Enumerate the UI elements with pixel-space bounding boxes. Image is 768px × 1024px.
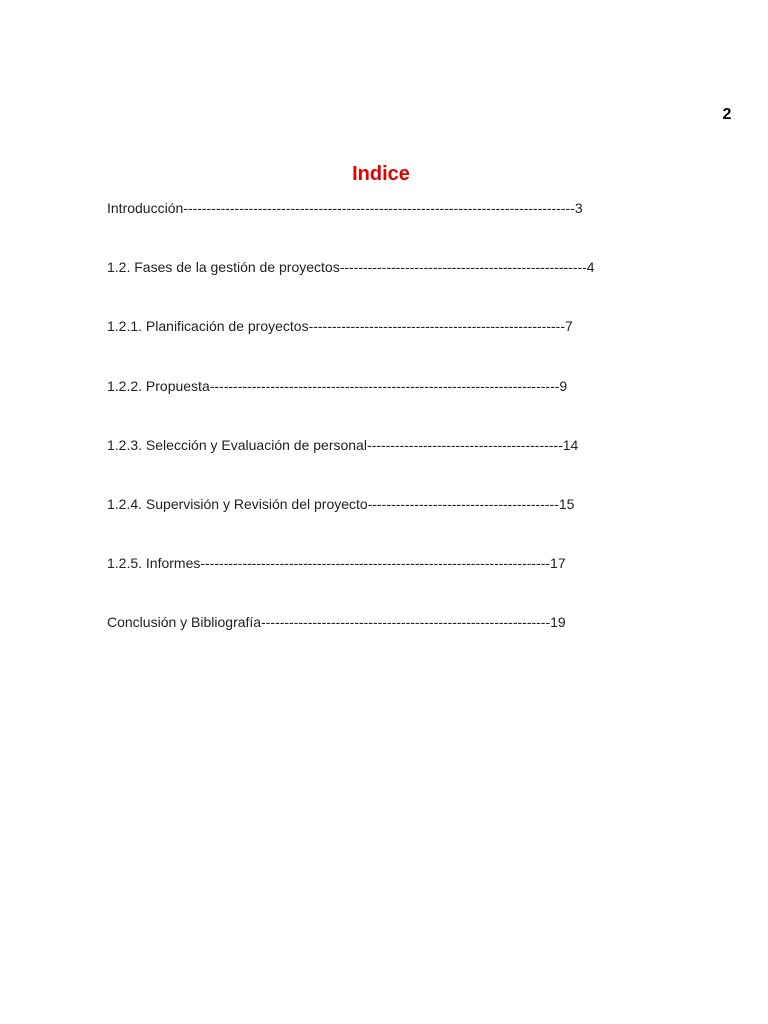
toc-entry: 1.2.2. Propuesta---------------------------------------------------------------------------9 — [107, 377, 568, 394]
toc-entry: 1.2.1. Planificación de proyectos-------------------------------------------------------7 — [107, 318, 573, 335]
toc-title: Indice — [352, 163, 410, 185]
page-number: 2 — [722, 106, 732, 123]
toc-entry: 1.2.5. Informes---------------------------------------------------------------------------17 — [107, 555, 566, 572]
toc-entry: 1.2.4. Supervisión y Revisión del proyecto-----------------------------------------15 — [107, 495, 575, 512]
toc-entry: 1.2.3. Selección y Evaluación de personal------------------------------------------14 — [107, 436, 579, 453]
toc-entry: Introducción------------------------------------------------------------------------------------3 — [107, 200, 583, 216]
table-of-contents — [107, 199, 667, 673]
toc-entry: Conclusión y Bibliografía--------------------------------------------------------------19 — [107, 614, 566, 631]
toc-entry: 1.2. Fases de la gestión de proyectos-----------------------------------------------------4 — [107, 259, 595, 276]
